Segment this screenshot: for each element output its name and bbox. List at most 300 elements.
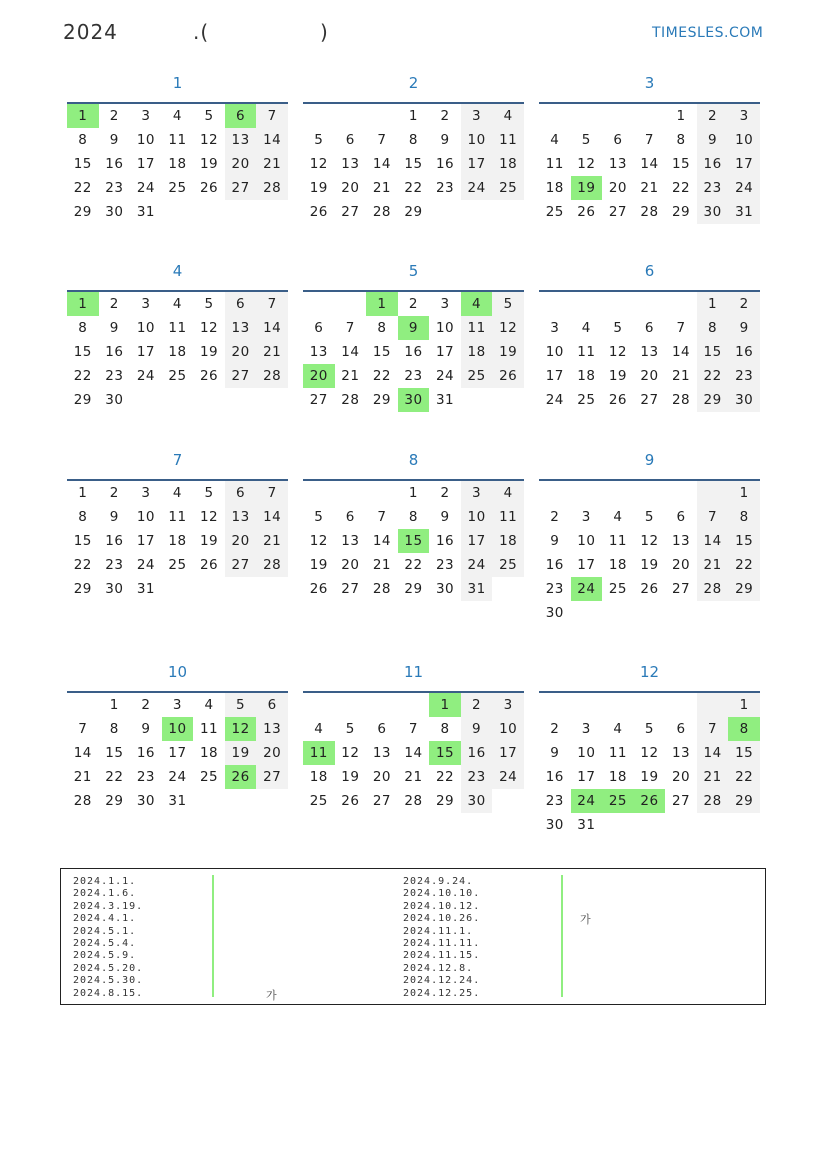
day-cell: 8 — [408, 509, 419, 525]
empty-day-cell — [303, 292, 335, 316]
month-days — [67, 290, 288, 412]
day-cell: 7 — [256, 481, 288, 505]
day-cell: 21 — [372, 557, 391, 573]
day-cell: 12 — [309, 156, 328, 172]
day-cell: 23 — [461, 765, 493, 789]
month-title: 11 — [403, 663, 424, 681]
day-cell: 7 — [377, 509, 387, 525]
empty-day-cell — [256, 388, 288, 412]
day-cell: 13 — [341, 533, 360, 549]
day-cell: 20 — [303, 364, 335, 388]
day-cell: 5 — [314, 509, 324, 525]
day-cell: 4 — [314, 721, 324, 737]
empty-day-cell — [602, 481, 634, 505]
day-cell: 22 — [73, 557, 92, 573]
empty-day-cell — [492, 577, 524, 601]
day-cell: 13 — [225, 128, 257, 152]
holiday-date: 2024.10.12. — [403, 900, 481, 912]
day-cell: 20 — [671, 769, 691, 785]
empty-day-cell — [602, 292, 634, 316]
day-cell: 25 — [168, 368, 187, 384]
day-cell: 13 — [671, 533, 691, 549]
day-cell: 23 — [105, 180, 124, 196]
month-title: 6 — [644, 262, 655, 280]
empty-day-cell — [697, 601, 729, 625]
holiday-date: 2024.10.26. — [403, 913, 481, 925]
holiday-date: 2024.5.9. — [73, 950, 137, 962]
empty-day-cell — [366, 693, 398, 717]
day-cell: 6 — [345, 509, 355, 525]
day-cell: 21 — [256, 152, 288, 176]
day-cell: 28 — [256, 553, 288, 577]
day-cell: 23 — [545, 581, 564, 597]
empty-day-cell — [571, 601, 603, 625]
empty-day-cell — [193, 789, 225, 813]
day-cell: 12 — [199, 320, 219, 336]
day-cell: 31 — [728, 200, 760, 224]
empty-day-cell — [539, 693, 571, 717]
day-cell: 28 — [256, 176, 288, 200]
day-cell: 16 — [404, 344, 423, 360]
day-cell: 25 — [168, 557, 187, 573]
day-cell: 14 — [372, 156, 391, 172]
day-cell: 9 — [398, 316, 430, 340]
holiday-date: 2024.9.24. — [403, 876, 474, 887]
month-block — [67, 445, 288, 601]
day-cell: 15 — [728, 741, 760, 765]
day-cell: 4 — [172, 296, 183, 312]
day-cell: 1 — [676, 108, 686, 124]
month-title: 10 — [167, 663, 188, 681]
day-cell: 13 — [256, 717, 288, 741]
day-cell: 22 — [372, 368, 391, 384]
day-cell: 28 — [372, 204, 391, 220]
day-cell: 19 — [199, 156, 219, 172]
day-cell: 30 — [398, 388, 430, 412]
day-cell: 22 — [671, 180, 691, 196]
day-cell: 21 — [256, 529, 288, 553]
holiday-date: 2024.11.1. — [403, 925, 474, 937]
day-cell: 29 — [435, 793, 455, 809]
day-cell: 31 — [136, 581, 155, 597]
day-cell: 14 — [341, 344, 360, 360]
day-cell: 19 — [608, 368, 627, 384]
holiday-date: 2024.1.6. — [73, 888, 137, 900]
day-cell: 6 — [225, 481, 257, 505]
day-cell: 6 — [676, 509, 686, 525]
day-cell: 17 — [461, 529, 493, 553]
day-cell: 5 — [644, 721, 655, 737]
holiday-date: 2024.3.19. — [73, 900, 144, 912]
day-cell: 28 — [640, 204, 659, 220]
day-cell: 7 — [676, 320, 686, 336]
holiday-date: 2024.12.24. — [403, 975, 481, 987]
day-cell: 10 — [461, 505, 493, 529]
day-cell: 17 — [461, 152, 493, 176]
day-cell: 12 — [225, 717, 257, 741]
empty-day-cell — [634, 693, 666, 717]
day-cell: 30 — [728, 388, 760, 412]
day-cell: 24 — [461, 553, 493, 577]
empty-day-cell — [665, 693, 697, 717]
empty-day-cell — [602, 601, 634, 625]
day-cell: 18 — [461, 340, 493, 364]
day-cell: 19 — [199, 344, 219, 360]
day-cell: 27 — [309, 392, 328, 408]
day-cell: 8 — [78, 132, 88, 148]
day-cell: 3 — [581, 721, 591, 737]
day-cell: 10 — [136, 132, 155, 148]
day-cell: 30 — [105, 392, 124, 408]
day-cell: 17 — [168, 745, 187, 761]
month-days — [539, 691, 760, 837]
day-cell: 18 — [492, 529, 524, 553]
month-days — [303, 691, 524, 813]
day-cell: 25 — [602, 789, 634, 813]
day-cell: 19 — [225, 741, 257, 765]
day-cell: 17 — [136, 344, 155, 360]
day-cell: 8 — [676, 132, 686, 148]
day-cell: 15 — [73, 156, 92, 172]
empty-day-cell — [193, 388, 225, 412]
day-cell: 18 — [309, 769, 328, 785]
day-cell: 6 — [256, 693, 288, 717]
empty-day-cell — [634, 292, 666, 316]
month-days — [303, 290, 524, 412]
day-cell: 20 — [372, 769, 391, 785]
day-cell: 18 — [545, 180, 564, 196]
day-cell: 23 — [105, 368, 124, 384]
day-cell: 7 — [345, 320, 355, 336]
day-cell: 26 — [199, 368, 219, 384]
day-cell: 24 — [728, 176, 760, 200]
day-cell: 9 — [440, 132, 450, 148]
day-cell: 9 — [550, 533, 560, 549]
day-cell: 9 — [109, 320, 119, 336]
day-cell: 14 — [256, 505, 288, 529]
month-days — [67, 479, 288, 601]
day-cell: 30 — [697, 200, 729, 224]
day-cell: 21 — [372, 180, 391, 196]
day-cell: 4 — [613, 509, 623, 525]
day-cell: 31 — [577, 817, 596, 833]
day-cell: 29 — [728, 789, 760, 813]
holiday-date: 2024.10.10. — [403, 888, 481, 900]
day-cell: 12 — [341, 745, 360, 761]
day-cell: 6 — [613, 132, 623, 148]
day-cell: 29 — [372, 392, 391, 408]
day-cell: 27 — [608, 204, 627, 220]
day-cell: 30 — [105, 581, 124, 597]
day-cell: 7 — [256, 104, 288, 128]
empty-day-cell — [225, 789, 257, 813]
day-cell: 21 — [256, 340, 288, 364]
day-cell: 15 — [429, 741, 461, 765]
empty-day-cell — [539, 104, 571, 128]
day-cell: 1 — [67, 292, 99, 316]
day-cell: 17 — [577, 769, 596, 785]
day-cell: 27 — [225, 553, 257, 577]
day-cell: 18 — [492, 152, 524, 176]
empty-day-cell — [162, 200, 194, 224]
day-cell: 2 — [550, 721, 560, 737]
empty-day-cell — [634, 601, 666, 625]
month-block — [303, 256, 524, 412]
day-cell: 22 — [404, 180, 423, 196]
day-cell: 11 — [168, 320, 187, 336]
day-cell: 28 — [671, 392, 691, 408]
day-cell: 21 — [697, 553, 729, 577]
day-cell: 27 — [225, 176, 257, 200]
day-cell: 12 — [640, 745, 659, 761]
day-cell: 22 — [728, 765, 760, 789]
day-cell: 5 — [492, 292, 524, 316]
day-cell: 29 — [728, 577, 760, 601]
day-cell: 8 — [440, 721, 450, 737]
year-title: 2024 — [63, 20, 118, 44]
day-cell: 12 — [309, 533, 328, 549]
day-cell: 12 — [199, 132, 219, 148]
month-days — [67, 691, 288, 813]
day-cell: 9 — [550, 745, 560, 761]
month-days — [539, 290, 760, 412]
month-title: 7 — [172, 451, 183, 469]
day-cell: 22 — [697, 364, 729, 388]
day-cell: 9 — [728, 316, 760, 340]
day-cell: 28 — [73, 793, 92, 809]
day-cell: 9 — [109, 132, 119, 148]
empty-day-cell — [571, 481, 603, 505]
day-cell: 26 — [634, 789, 666, 813]
day-cell: 14 — [697, 741, 729, 765]
day-cell: 25 — [608, 581, 627, 597]
day-cell: 19 — [309, 557, 328, 573]
empty-day-cell — [665, 601, 697, 625]
day-cell: 4 — [461, 292, 493, 316]
month-block — [539, 445, 760, 625]
empty-day-cell — [697, 481, 729, 505]
day-cell: 25 — [577, 392, 596, 408]
empty-day-cell — [193, 200, 225, 224]
day-cell: 5 — [204, 485, 214, 501]
month-title: 5 — [408, 262, 419, 280]
day-cell: 7 — [256, 292, 288, 316]
day-cell: 13 — [608, 156, 627, 172]
day-cell: 8 — [728, 505, 760, 529]
day-cell: 20 — [341, 557, 360, 573]
day-cell: 29 — [404, 204, 423, 220]
day-cell: 1 — [78, 485, 88, 501]
day-cell: 25 — [309, 793, 328, 809]
day-cell: 18 — [168, 344, 187, 360]
month-block — [539, 68, 760, 224]
day-cell: 8 — [78, 509, 88, 525]
day-cell: 6 — [676, 721, 686, 737]
month-days — [303, 102, 524, 224]
day-cell: 19 — [199, 533, 219, 549]
title-close-paren: ) — [320, 20, 328, 44]
day-cell: 20 — [671, 557, 691, 573]
day-cell: 3 — [581, 509, 591, 525]
empty-day-cell — [366, 104, 398, 128]
day-cell: 23 — [697, 176, 729, 200]
day-cell: 31 — [461, 577, 493, 601]
day-cell: 14 — [73, 745, 92, 761]
day-cell: 30 — [136, 793, 155, 809]
day-cell: 19 — [492, 340, 524, 364]
month-title: 1 — [172, 74, 183, 92]
day-cell: 29 — [697, 388, 729, 412]
empty-day-cell — [461, 200, 493, 224]
day-cell: 7 — [377, 132, 387, 148]
day-cell: 7 — [697, 505, 729, 529]
day-cell: 24 — [545, 392, 564, 408]
month-title: 4 — [172, 262, 183, 280]
day-cell: 26 — [225, 765, 257, 789]
day-cell: 6 — [314, 320, 324, 336]
empty-day-cell — [225, 577, 257, 601]
day-cell: 24 — [492, 765, 524, 789]
day-cell: 11 — [492, 128, 524, 152]
day-cell: 13 — [671, 745, 691, 761]
day-cell: 16 — [545, 769, 564, 785]
month-block — [303, 445, 524, 601]
day-cell: 29 — [73, 204, 92, 220]
day-cell: 14 — [404, 745, 423, 761]
day-cell: 6 — [225, 292, 257, 316]
day-cell: 6 — [225, 104, 257, 128]
empty-day-cell — [634, 104, 666, 128]
day-cell: 11 — [492, 505, 524, 529]
day-cell: 5 — [314, 132, 324, 148]
day-cell: 3 — [728, 104, 760, 128]
day-cell: 10 — [492, 717, 524, 741]
day-cell: 21 — [404, 769, 423, 785]
day-cell: 11 — [608, 533, 627, 549]
day-cell: 25 — [168, 180, 187, 196]
day-cell: 2 — [550, 509, 560, 525]
day-cell: 27 — [256, 765, 288, 789]
month-block — [539, 256, 760, 412]
day-cell: 2 — [109, 108, 119, 124]
day-cell: 9 — [141, 721, 151, 737]
empty-day-cell — [728, 601, 760, 625]
day-cell: 20 — [341, 180, 360, 196]
day-cell: 6 — [644, 320, 655, 336]
day-cell: 8 — [697, 316, 729, 340]
day-cell: 24 — [168, 769, 187, 785]
day-cell: 7 — [644, 132, 655, 148]
day-cell: 1 — [728, 481, 760, 505]
holiday-date: 2024.4.1. — [73, 913, 137, 925]
day-cell: 28 — [341, 392, 360, 408]
day-cell: 3 — [461, 104, 493, 128]
holiday-note-left: 가 — [266, 989, 277, 1002]
holiday-date: 2024.5.30. — [73, 975, 144, 987]
empty-day-cell — [665, 292, 697, 316]
day-cell: 5 — [613, 320, 623, 336]
day-cell: 14 — [697, 529, 729, 553]
empty-day-cell — [162, 577, 194, 601]
empty-day-cell — [539, 481, 571, 505]
empty-day-cell — [130, 388, 162, 412]
day-cell: 30 — [105, 204, 124, 220]
day-cell: 26 — [577, 204, 596, 220]
day-cell: 3 — [461, 481, 493, 505]
holiday-date: 2024.1.1. — [73, 876, 137, 887]
empty-day-cell — [429, 200, 461, 224]
day-cell: 13 — [640, 344, 659, 360]
day-cell: 8 — [109, 721, 119, 737]
day-cell: 3 — [141, 108, 151, 124]
day-cell: 10 — [136, 509, 155, 525]
day-cell: 11 — [608, 745, 627, 761]
empty-day-cell — [697, 813, 729, 837]
brand-link[interactable]: TIMESLES.COM — [652, 25, 764, 41]
day-cell: 23 — [136, 769, 155, 785]
day-cell: 9 — [697, 128, 729, 152]
day-cell: 2 — [461, 693, 493, 717]
month-days — [303, 479, 524, 601]
day-cell: 16 — [545, 557, 564, 573]
day-cell: 22 — [435, 769, 455, 785]
day-cell: 29 — [105, 793, 124, 809]
empty-day-cell — [335, 693, 367, 717]
day-cell: 29 — [404, 581, 423, 597]
holiday-date: 2024.11.15. — [403, 950, 481, 962]
day-cell: 21 — [671, 368, 691, 384]
day-cell: 3 — [141, 296, 151, 312]
day-cell: 19 — [640, 557, 659, 573]
day-cell: 22 — [73, 180, 92, 196]
day-cell: 31 — [136, 204, 155, 220]
month-block — [539, 657, 760, 837]
holiday-date: 2024.12.8. — [403, 962, 474, 974]
day-cell: 5 — [581, 132, 591, 148]
day-cell: 26 — [608, 392, 627, 408]
day-cell: 20 — [640, 368, 659, 384]
empty-day-cell — [492, 789, 524, 813]
day-cell: 11 — [168, 132, 187, 148]
day-cell: 4 — [492, 481, 524, 505]
month-block — [303, 68, 524, 224]
empty-day-cell — [303, 693, 335, 717]
day-cell: 6 — [377, 721, 387, 737]
day-cell: 3 — [440, 296, 450, 312]
empty-day-cell — [398, 693, 430, 717]
holiday-date: 2024.11.11. — [403, 937, 481, 949]
day-cell: 27 — [640, 392, 659, 408]
day-cell: 1 — [697, 292, 729, 316]
holiday-date: 2024.12.25. — [403, 987, 481, 999]
day-cell: 11 — [168, 509, 187, 525]
day-cell: 5 — [644, 509, 655, 525]
day-cell: 22 — [404, 557, 423, 573]
day-cell: 19 — [640, 769, 659, 785]
month-block — [67, 256, 288, 412]
empty-day-cell — [634, 813, 666, 837]
holiday-date: 2024.8.15. — [73, 987, 144, 999]
day-cell: 26 — [341, 793, 360, 809]
day-cell: 12 — [492, 316, 524, 340]
day-cell: 25 — [492, 176, 524, 200]
day-cell: 16 — [435, 156, 455, 172]
day-cell: 9 — [440, 509, 450, 525]
holiday-date: 2024.5.20. — [73, 962, 144, 974]
day-cell: 2 — [141, 697, 151, 713]
day-cell: 13 — [225, 316, 257, 340]
day-cell: 23 — [105, 557, 124, 573]
